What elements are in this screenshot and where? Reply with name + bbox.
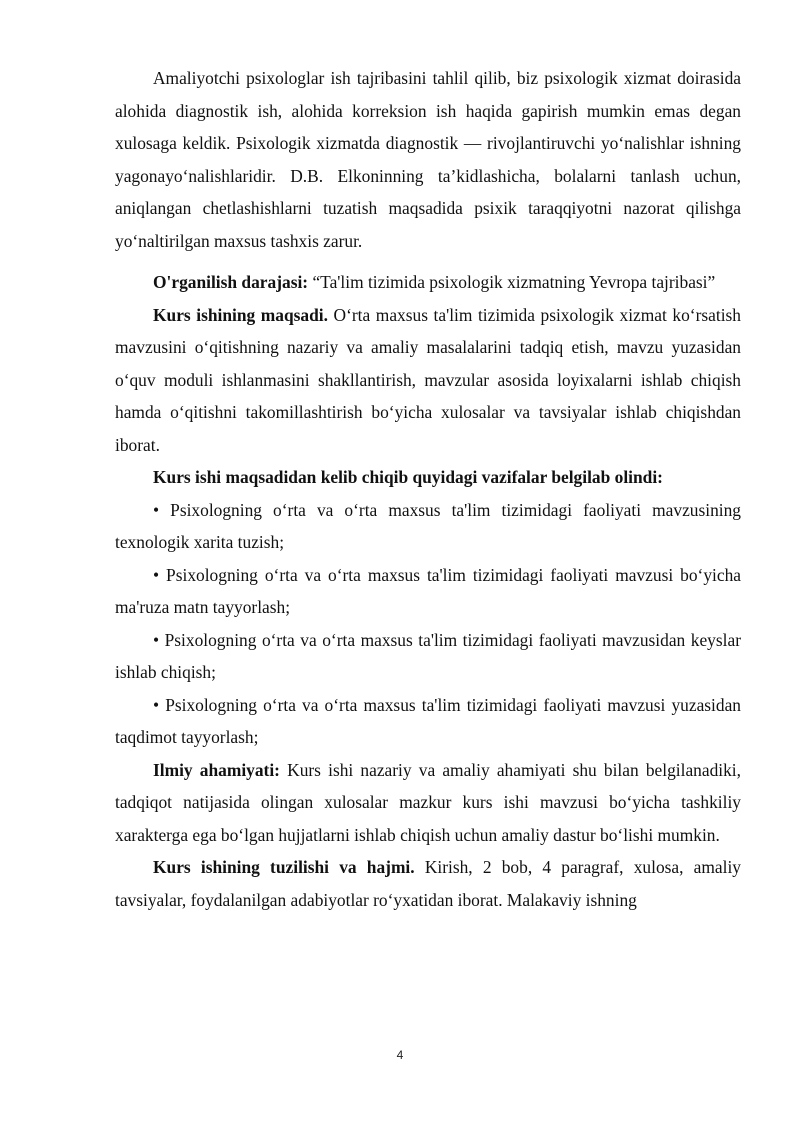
study-level-text: “Ta'lim tizimida psixologik xizmatning Yevropa tajribasi”: [308, 272, 716, 292]
page-number: 4: [396, 1048, 404, 1062]
significance-paragraph: [115, 754, 741, 852]
significance-label: Ilmiy ahamiyati:: [153, 759, 280, 780]
tasks-heading: Kurs ishi maqsadidan kelib chiqib quyidagi vazifalar belgilab olindi:: [153, 467, 663, 487]
goal-paragraph: [115, 299, 741, 462]
task-item: • Psixologning o‘rta va o‘rta maxsus ta'lim tizimidagi faoliyati mavzusidan keyslar ishlab chiqish;: [115, 629, 741, 682]
intro-paragraph: Amaliyotchi psixologlar ish tajribasini tahlil qilib, biz psixologik xizmat doirasida alohida diagnostik ish, alohida korreksion ish haqida gapirish mumkin emas degan xulosaga keldik. Psixologik xizmatda diagnostik — rivojlantiruvchi yo‘nalishlar ishning yagonayo‘nalishlaridir. D.B. Elkoninning ta’kidlashicha, bolalarni tanlash uchun, aniqlangan chetlashishlarni tuzatish maqsadida psixik taraqqiyotni nazorat qilishga yo‘naltirilgan maxsus tashxis zarur.: [115, 68, 741, 251]
task-item: • Psixologning o‘rta va o‘rta maxsus ta'lim tizimidagi faoliyati mavzusi yuzasidan taqdimot tayyorlash;: [115, 694, 741, 747]
goal-label: Kurs ishining maqsadi.: [153, 304, 328, 325]
document-page: [115, 62, 741, 916]
structure-text: Kirish, 2 bob, 4 paragraf, xulosa, amaliy tavsiyalar, foydalanilgan adabiyotlar ro‘yxatidan iborat. Malakaviy ishning: [115, 857, 741, 910]
structure-paragraph: [115, 851, 741, 916]
study-level-paragraph: [115, 266, 741, 299]
goal-text: O‘rta maxsus ta'lim tizimida psixologik xizmat ko‘rsatish mavzusini o‘qitishning nazariy va amaliy masalalarini tadqiq etish, mavzu yuzasidan o‘quv moduli ishlanmasini shakllantirish, mavzular asosida loyixalarni ishlab chiqish hamda o‘qitishni takomillashtirish bo‘yicha xulosalar va tavsiyalar ishlab chiqishdan iborat.: [115, 304, 741, 455]
task-item: • Psixologning o‘rta va o‘rta maxsus ta'lim tizimidagi faoliyati mavzusi bo‘yicha ma'ruza matn tayyorlash;: [115, 564, 741, 617]
significance-text: Kurs ishi nazariy va amaliy ahamiyati shu bilan belgilanadiki, tadqiqot natijasida olingan xulosalar mazkur kurs ishi mavzusi bo‘yicha tashkiliy xarakterga ega bo‘lgan hujjatlarni ishlab chiqish uchun amaliy dastur bo‘lishi mumkin.: [115, 759, 741, 845]
study-level-label: O'rganilish darajasi:: [153, 272, 309, 292]
task-item: • Psixologning o‘rta va o‘rta maxsus ta'lim tizimidagi faoliyati mavzusining texnologik xarita tuzish;: [115, 499, 741, 552]
structure-label: Kurs ishining tuzilishi va hajmi.: [153, 857, 415, 877]
